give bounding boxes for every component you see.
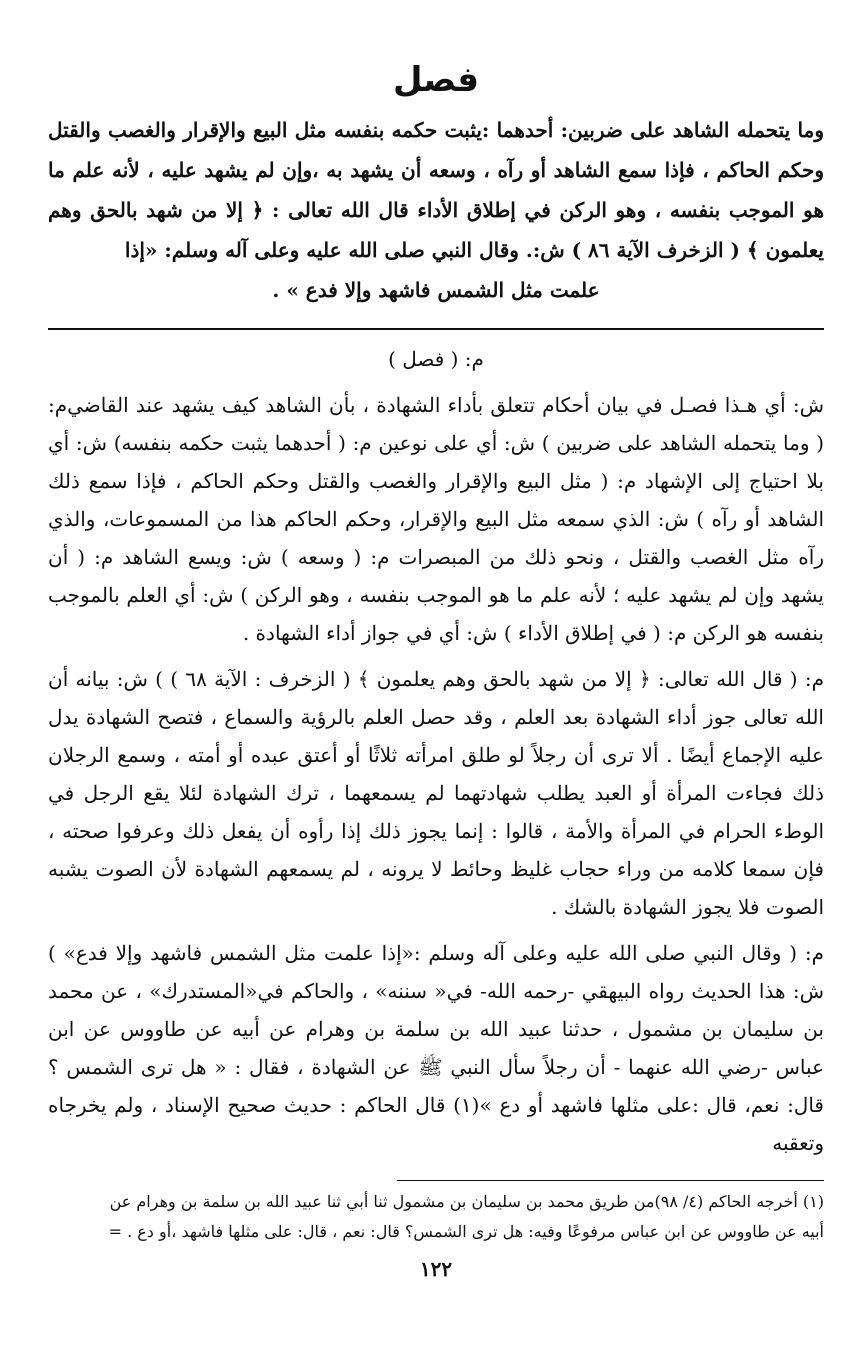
matn-paragraph: وما يتحمله الشاهد على ضربين: أحدهما :يثبت حكمه بنفسه مثل البيع والإقرار والغصب والقتل وحكم الحاكم ، فإذا سمع الشاهد أو رآه ، وسعه أن يشهد به ،وإن لم يشهد عليه ، لأنه علم ما هو الموجب بنفسه ، وهو الركن في إطلاق الأداء قال الله تعالى : ﴿ إلا من شهد بالحق وهم يعلمون ﴾ ( الزخرف الآية ٨٦ ) ش:. وقال النبي صلى الله عليه وعلى آله وسلم: «إذا [48,118,824,262]
chapter-title: فصل [392,60,480,100]
footnote-line: (١) أخرجه الحاكم (٤/ ٩٨)من طريق محمد بن سليمان بن مشمول ثنا أبي ثنا عبيد الله بن سلمة بن وهرام عن [109,1192,824,1211]
commentary-paragraph: ش: أي هـذا فصـل في بيان أحكام تتعلق بأداء الشهادة ، بأن الشاهد كيف يشهد عند القاضي‌م: ( وما يتحمله الشاهد على ضربين ) ش: أي على نوعين م: ( أحدهما يثبت حكمه بنفسه) ش: أي بلا احتياج إلى الإشهاد م: ( مثل البيع والإقرار والغصب والقتل وحكم الحاكم ، فإذا سمع ذلك الشاهد أو رآه ) ش: الذي سمعه مثل البيع والإقرار، وحكم الحاكم هذا من المسموعات، والذي رآه مثل الغصب والقتل ، ونحو ذلك من المبصرات م: ( وسعه ) ش: ويسع الشاهد م: ( أن يشهد وإن لم يشهد عليه ؛ لأنه علم ما هو الموجب بنفسه ، وهو الركن ) ش: أي العلم بالموجب بنفسه هو الركن م: ( في إطلاق الأداء ) ش: أي في جواز أداء الشهادة . [48,393,824,645]
footnote-block [48,1187,824,1247]
commentary-heading: م: ( فصل ) [388,347,484,371]
page-number: ١٢٢ [419,1257,453,1281]
section-divider [48,328,824,330]
commentary-block [48,340,824,1162]
matn-paragraph-end: علمت مثل الشمس فاشهد وإلا فدع » . [272,278,600,302]
commentary-paragraph: م: ( وقال النبي صلى الله عليه وعلى آله وسلم :«إذا علمت مثل الشمس فاشهد وإلا فدع» ) ش: هذا الحديث رواه البيهقي -رحمه الله- في« سننه» ، والحاكم في«المستدرك» ، عن محمد بن سليمان بن مشمول ، حدثنا عبيد الله بن سلمة بن وهرام عن أبيه عن طاووس عن ابن عباس -رضي الله عنهما - أن رجلاً سأل النبي ﷺ عن الشهادة ، فقال : « هل ترى الشمس ؟ قال: نعم، قال :على مثلها فاشهد أو دع »(١) قال الحاكم : حديث صحيح الإسناد ، ولم يخرجاه وتعقبه [48,941,825,1155]
commentary-paragraph: م: ( قال الله تعالى: ﴿ إلا من شهد بالحق وهم يعلمون ﴾ ( الزخرف : الآية ٦٨ ) ) ش: بيانه أن الله تعالى جوز أداء الشهادة بعد العلم ، وقد حصل العلم بالرؤية والسماع ، فتصح الشهادة يدل عليه الإجماع أيضًا . ألا ترى أن رجلاً لو طلق امرأته ثلاثًا أو أعتق عبده أو أمته ، وسمع الرجلان ذلك فجاءت المرأة أو العبد يطلب شهادتهما لم يسمعهما ، ترك الشهادة لئلا يقع الرجل في الوطء الحرام في المرأة والأمة ، قالوا : إنما يجوز ذلك إذا رأوه أن يفعل ذلك وعرفوا صحته ، فإن سمعا كلامه من وراء حجاب غليظ وحائط لا يرونه ، لم يسمعهم الشهادة لأن الصوت يشبه الصوت فلا يجوز الشهادة بالشك . [48,667,824,919]
footnote-line: أبيه عن طاووس عن ابن عباس مرفوعًا وفيه: هل ترى الشمس؟ قال: نعم ، قال: على مثلها فاشهد ،أو دع . = [108,1222,824,1241]
matn-block [48,110,824,310]
page [48,60,824,1281]
footnote-divider [397,1180,824,1181]
